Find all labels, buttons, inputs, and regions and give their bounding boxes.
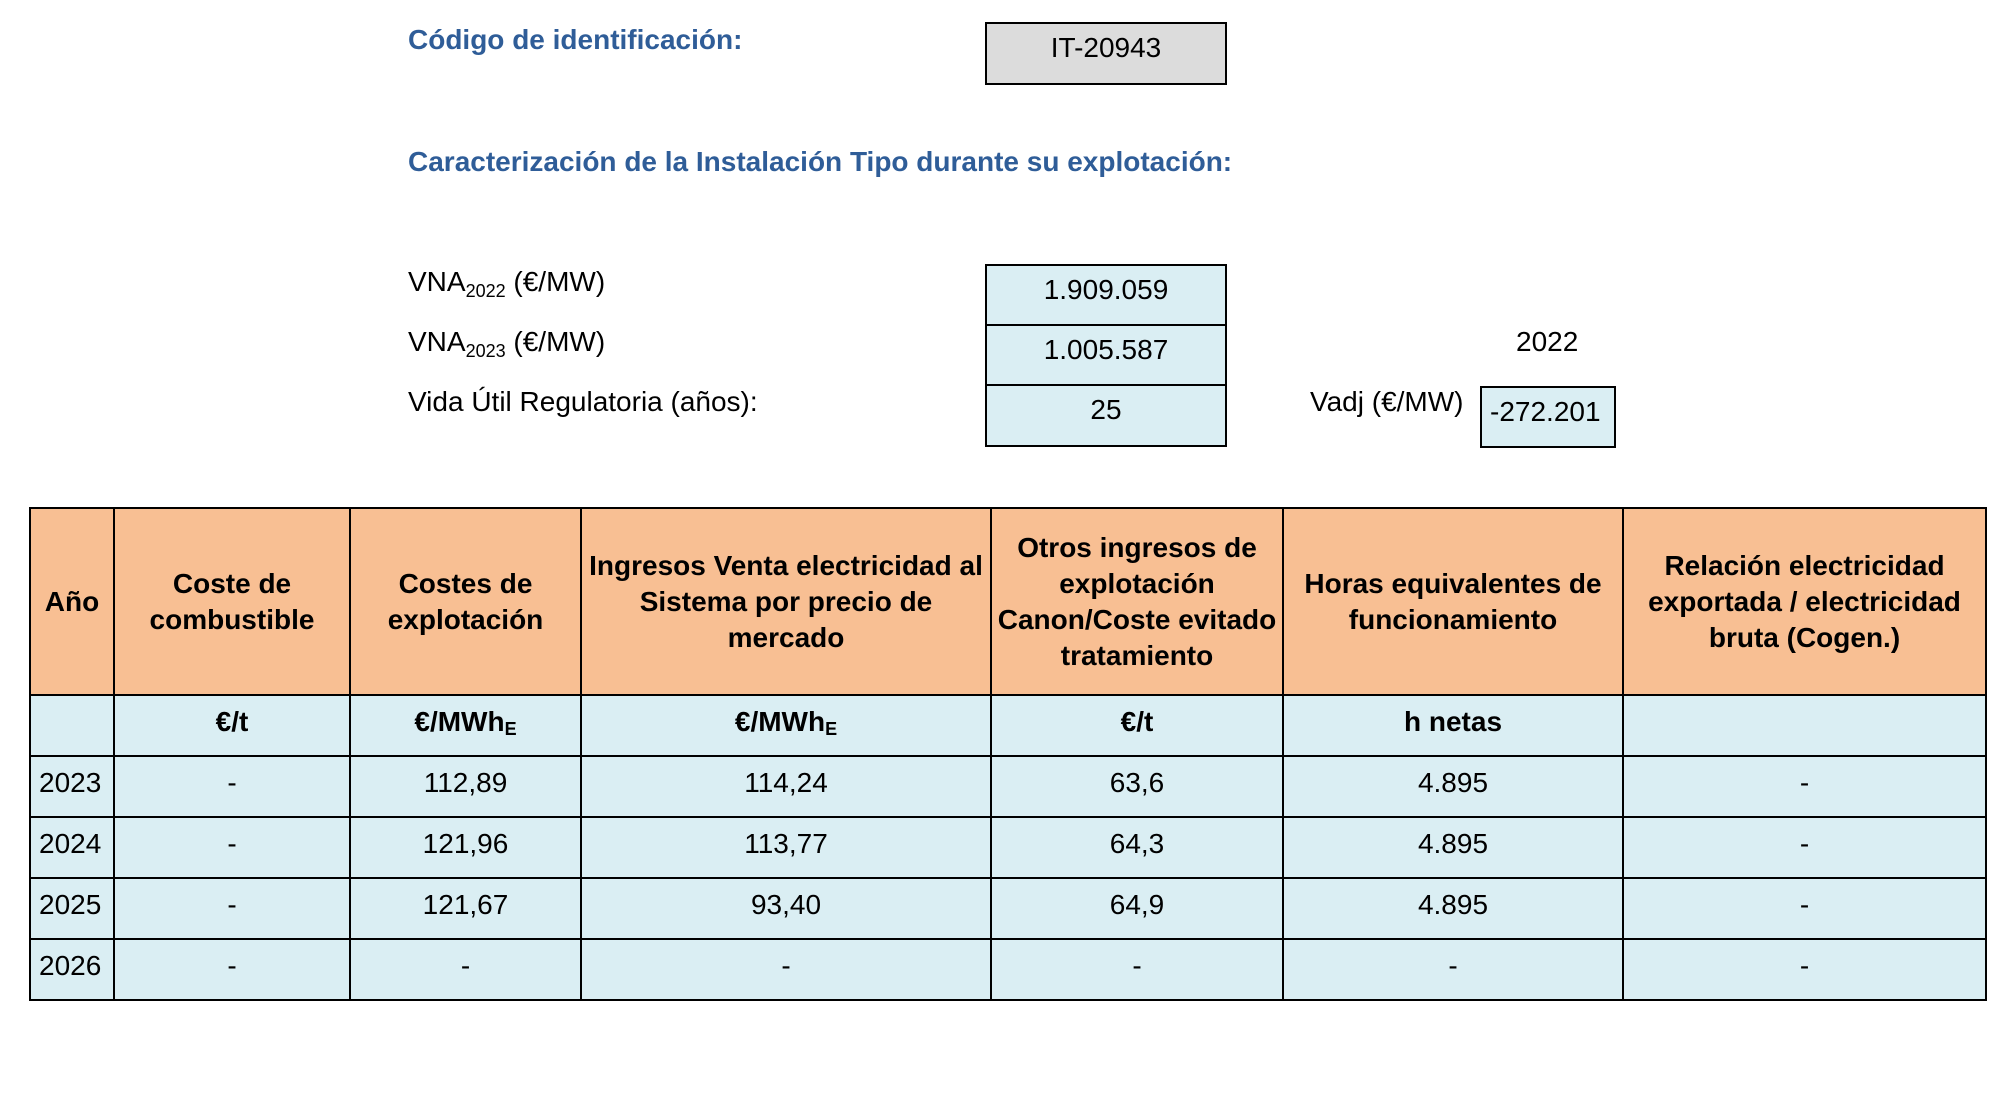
vna2022-value: 1.909.059 (985, 264, 1227, 326)
vna2022-label: $VNA_{2022}$ (€/MW) (408, 266, 606, 301)
section-title: Caracterización de la Instalación Tipo durante su explotación: (408, 146, 1233, 177)
unit-cell: h netas (1283, 695, 1623, 756)
col-header-coste-combustible: Coste de combustible (114, 508, 350, 695)
table-cell: 93,40 (581, 878, 991, 939)
col-header-relacion-electricidad: Relación electricidad exportada / electricidad bruta (Cogen.) (1623, 508, 1986, 695)
table-row (30, 756, 1986, 817)
table-cell: - (1623, 878, 1986, 939)
table-cell: - (114, 878, 350, 939)
table-cell: 121,67 (350, 878, 581, 939)
table-cell: - (991, 939, 1283, 1000)
units-row (30, 695, 1986, 756)
table-header-row (30, 508, 1986, 695)
table-cell: 121,96 (350, 817, 581, 878)
table-cell: 4.895 (1283, 817, 1623, 878)
table-cell: 4.895 (1283, 756, 1623, 817)
year-cell: 2025 (30, 878, 114, 939)
vna2023-value: 1.005.587 (985, 324, 1227, 386)
table-cell: 64,3 (991, 817, 1283, 878)
unit-cell: €/t (114, 695, 350, 756)
id-value-box: IT-20943 (985, 22, 1227, 85)
unit-cell: €/t (991, 695, 1283, 756)
table-cell: - (1623, 756, 1986, 817)
table-row (30, 939, 1986, 1000)
col-header-costes-explotacion: Costes de explotación (350, 508, 581, 695)
year-cell: 2026 (30, 939, 114, 1000)
table-cell: - (1283, 939, 1623, 1000)
table-cell: 63,6 (991, 756, 1283, 817)
table-cell: 114,24 (581, 756, 991, 817)
col-header-otros-ingresos: Otros ingresos de explotación Canon/Coste evitado tratamiento (991, 508, 1283, 695)
table-cell: - (1623, 939, 1986, 1000)
unit-cell (1623, 695, 1986, 756)
table-cell: 113,77 (581, 817, 991, 878)
explotacion-table (29, 507, 1987, 1001)
col-header-ingresos-venta: Ingresos Venta electricidad al Sistema por precio de mercado (581, 508, 991, 695)
year-cell: 2024 (30, 817, 114, 878)
table-cell: - (114, 817, 350, 878)
table-cell: 64,9 (991, 878, 1283, 939)
table-cell: - (114, 756, 350, 817)
table-cell: - (581, 939, 991, 1000)
vadj-value: -272.201 (1480, 386, 1616, 448)
table-row (30, 817, 1986, 878)
table-cell: - (114, 939, 350, 1000)
vna2023-label: $VNA_{2023}$ (€/MW) (408, 326, 606, 361)
table-cell: 112,89 (350, 756, 581, 817)
unit-cell (30, 695, 114, 756)
reference-year: 2022 (1516, 326, 1579, 357)
table-cell: - (1623, 817, 1986, 878)
col-header-ano: Año (30, 508, 114, 695)
table-cell: - (350, 939, 581, 1000)
table-cell: 4.895 (1283, 878, 1623, 939)
col-header-horas-equivalentes: Horas equivalentes de funcionamiento (1283, 508, 1623, 695)
vida-util-value: 25 (985, 384, 1227, 447)
table-row (30, 878, 1986, 939)
vadj-label: Vadj (€/MW) (1310, 386, 1464, 417)
vida-util-label: Vida Útil Regulatoria (años): (408, 386, 758, 417)
unit-cell: €/MWh$_E$ (581, 695, 991, 756)
id-label: Código de identificación: (408, 24, 743, 55)
unit-cell: €/MWh$_E$ (350, 695, 581, 756)
year-cell: 2023 (30, 756, 114, 817)
